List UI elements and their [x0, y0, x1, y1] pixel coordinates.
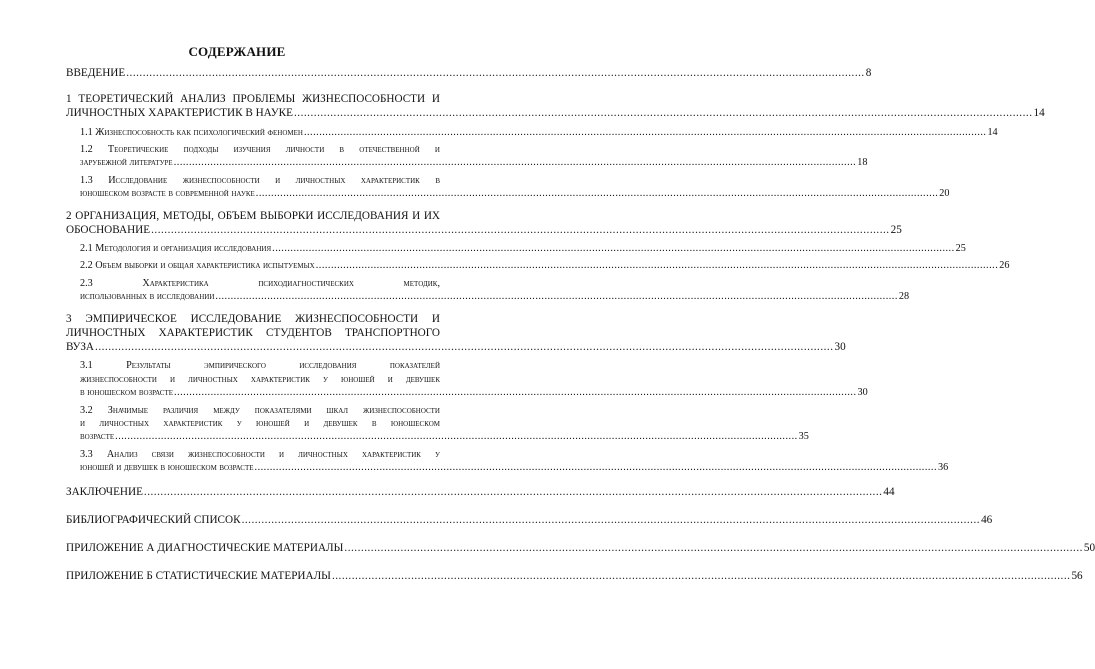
toc-page-number: 20	[939, 188, 950, 200]
dot-leader	[316, 259, 999, 272]
toc-entry-ch3[interactable]	[66, 312, 846, 355]
toc-entry-line: и личностных характеристик у юношей и девушек в юношеском	[80, 417, 440, 429]
toc-entry-ch2[interactable]	[66, 209, 902, 237]
toc-page-number: 44	[883, 485, 895, 498]
toc-entry-bib[interactable]	[66, 513, 993, 527]
toc-entry-label: 1.1 Жизнеспособность как психологический феномен	[80, 126, 303, 138]
toc-page-number: 14	[987, 126, 998, 138]
dot-leader	[174, 386, 857, 399]
toc-entry-s33[interactable]	[80, 448, 949, 475]
dot-leader	[332, 569, 1071, 583]
toc-page-number: 8	[865, 67, 872, 79]
dot-leader	[255, 461, 938, 474]
dot-leader	[256, 187, 939, 200]
toc-page-number: 30	[857, 387, 868, 399]
toc-page-number: 35	[798, 431, 809, 443]
toc-entry-label: БИБЛИОГРАФИЧЕСКИЙ СПИСОК	[66, 513, 241, 526]
dot-leader	[151, 223, 890, 237]
toc-entry-label: использованных в исследовании	[80, 291, 215, 303]
toc-entry-line: 1 ТЕОРЕТИЧЕСКИЙ АНАЛИЗ ПРОБЛЕМЫ ЖИЗНЕСПОСОБНОСТИ И	[66, 93, 440, 106]
toc-entry-s21[interactable]	[80, 242, 966, 255]
toc-entry-s22[interactable]	[80, 259, 1010, 272]
toc-entry-line: 3.1 Результаты эмпирического исследования показателей	[80, 360, 440, 372]
dot-leader	[344, 541, 1083, 555]
toc-entry-s13[interactable]	[80, 174, 950, 201]
dot-leader	[304, 126, 987, 139]
toc-entry-line: 1.2 Теоретические подходы изучения личности в отечественной и	[80, 144, 440, 156]
dot-leader	[294, 106, 1033, 120]
toc-entry-s11[interactable]	[80, 126, 998, 139]
toc-entry-label: ПРИЛОЖЕНИЕ А ДИАГНОСТИЧЕСКИЕ МАТЕРИАЛЫ	[66, 541, 344, 554]
toc-entry-label: 2.1 Методология и организация исследования	[80, 243, 272, 255]
page-title: СОДЕРЖАНИЕ	[188, 44, 286, 59]
toc-entry-s12[interactable]	[80, 143, 868, 170]
toc-entry-line: 1.3 Исследование жизнеспособности и личностных характеристик в	[80, 174, 440, 186]
toc-page-number: 14	[1033, 107, 1045, 120]
toc-entry-label: юношеском возрасте в современной науке	[80, 188, 255, 200]
dot-leader	[174, 156, 857, 169]
toc-page-number: 26	[999, 260, 1010, 272]
toc-entry-appB[interactable]	[66, 569, 1083, 583]
dot-leader	[115, 430, 798, 443]
toc-entry-label: зарубежной литературе	[80, 157, 173, 169]
toc-entry-ch1[interactable]	[66, 92, 1045, 120]
toc-page-number: 18	[857, 157, 868, 169]
toc-entry-concl[interactable]	[66, 485, 895, 499]
toc-page-number: 30	[834, 341, 846, 354]
toc-entry-label: в юношеском возрасте	[80, 387, 174, 399]
toc-entry-line: 3.2 Значимые различия между показателями шкал жизнеспособности	[80, 404, 440, 416]
toc-entry-line: ЛИЧНОСТНЫХ ХАРАКТЕРИСТИК СТУДЕНТОВ ТРАНСПОРТНОГО	[66, 326, 440, 339]
toc-page-number: 25	[955, 243, 966, 255]
dot-leader	[272, 242, 955, 255]
toc-entry-s31[interactable]	[80, 359, 868, 399]
dot-leader	[215, 290, 898, 303]
dot-leader	[126, 66, 865, 80]
toc-entry-label: ПРИЛОЖЕНИЕ Б СТАТИСТИЧЕСКИЕ МАТЕРИАЛЫ	[66, 570, 331, 583]
toc-entry-label: юношей и девушек в юношеском возрасте	[80, 462, 254, 474]
toc-page-number: 50	[1083, 541, 1095, 554]
toc-entry-line: 2 ОРГАНИЗАЦИЯ, МЕТОДЫ, ОБЪЕМ ВЫБОРКИ ИССЛЕДОВАНИЯ И ИХ	[66, 209, 440, 222]
toc-entry-label: возрасте	[80, 431, 115, 443]
toc-entry-s23[interactable]	[80, 277, 910, 304]
toc-page-number: 36	[938, 462, 949, 474]
toc-page-number: 46	[981, 513, 993, 526]
toc-entry-line: 3 ЭМПИРИЧЕСКОЕ ИССЛЕДОВАНИЕ ЖИЗНЕСПОСОБНОСТИ И	[66, 312, 440, 325]
toc-page-number: 56	[1071, 570, 1083, 583]
dot-leader	[95, 340, 834, 354]
toc-entry-line: 2.3 Характеристика психодиагностических методик,	[80, 277, 440, 289]
dot-leader	[144, 485, 883, 499]
toc-page-number: 25	[890, 223, 902, 236]
toc-entry-label: ВВЕДЕНИЕ	[66, 67, 126, 79]
toc-entry-intro[interactable]	[66, 66, 872, 80]
toc-entry-line: 3.3 Анализ связи жизнеспособности и личностных характеристик у	[80, 448, 440, 460]
dot-leader	[242, 513, 981, 527]
toc-entry-line: жизнеспособности и личностных характеристик у юношей и девушек	[80, 373, 440, 385]
toc-entry-s32[interactable]	[80, 404, 809, 444]
toc-entry-appA[interactable]	[66, 541, 1095, 555]
toc-entry-label: ЗАКЛЮЧЕНИЕ	[66, 485, 143, 498]
toc-page-number: 28	[898, 291, 910, 303]
toc-entry-label: 2.2 Объем выборки и общая характеристика испытуемых	[80, 260, 315, 272]
table-of-contents	[66, 66, 1095, 588]
toc-entry-label: ЛИЧНОСТНЫХ ХАРАКТЕРИСТИК В НАУКЕ	[66, 107, 293, 120]
toc-entry-label: ОБОСНОВАНИЕ	[66, 223, 151, 236]
toc-entry-label: ВУЗА	[66, 341, 95, 354]
